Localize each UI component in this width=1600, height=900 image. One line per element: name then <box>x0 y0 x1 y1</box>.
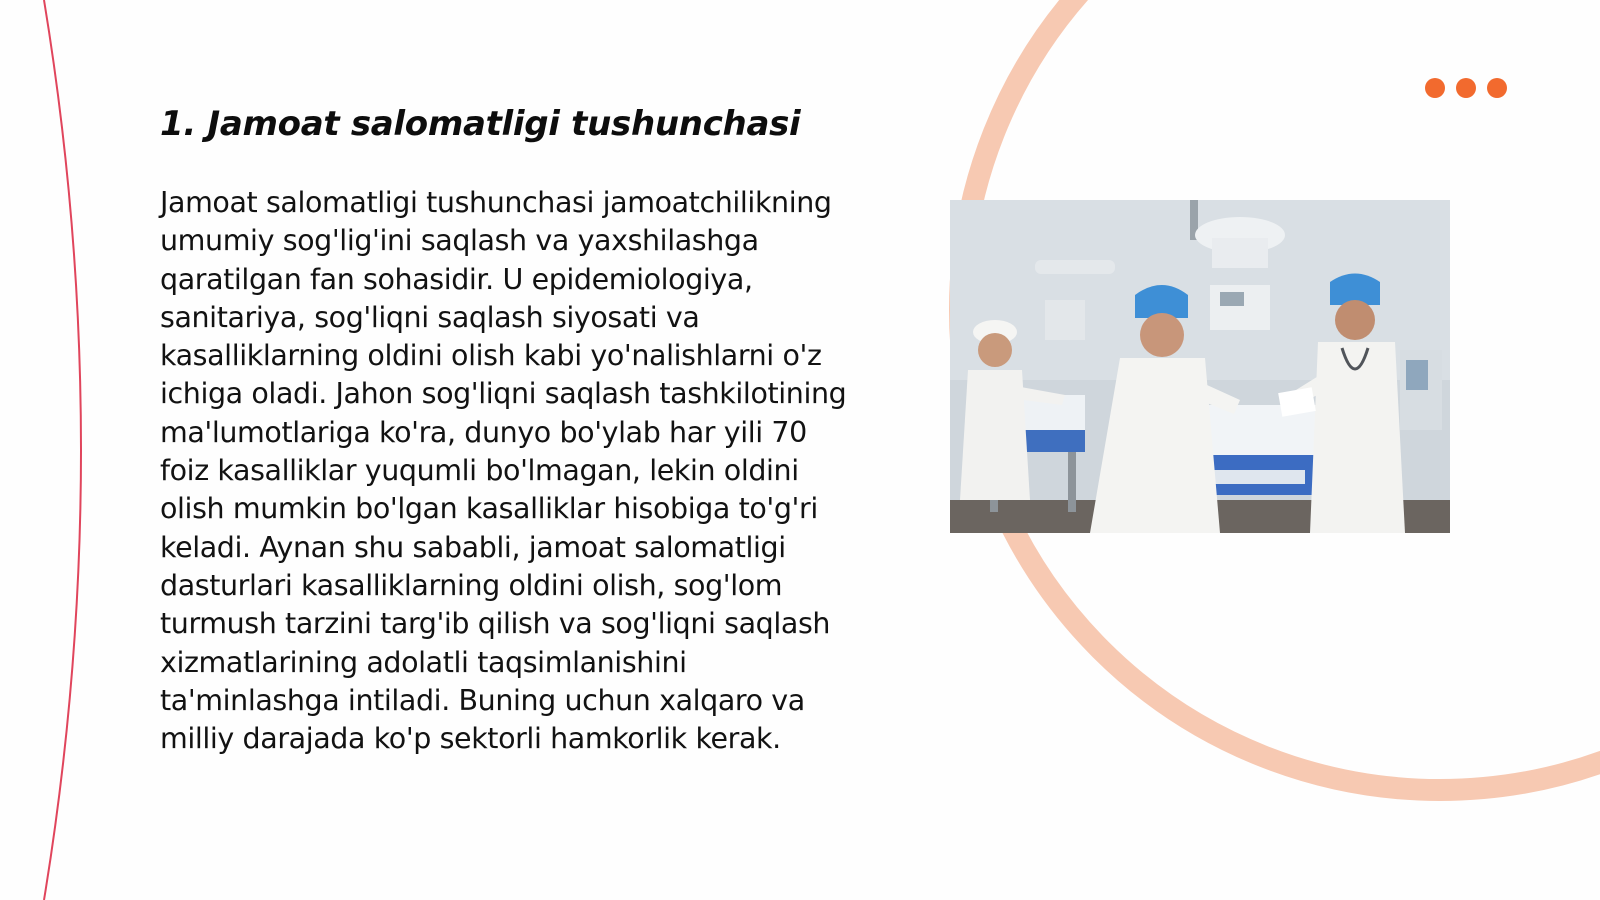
left-accent-line <box>44 0 81 900</box>
more-dots-icon <box>1425 78 1507 98</box>
slide-title: 1. Jamoat salomatligi tushunchasi <box>160 104 801 144</box>
dot-icon <box>1425 78 1445 98</box>
dot-icon <box>1487 78 1507 98</box>
medical-staff-photo <box>950 200 1450 533</box>
dot-icon <box>1456 78 1476 98</box>
slide-body-text: Jamoat salomatligi tushunchasi jamoatchilikning umumiy sog'lig'ini saqlash va yaxshilashga qaratilgan fan sohasidir. U epidemiologiya, sanitariya, sog'liqni saqlash siyosati va kasalliklarning oldini olish kabi yo'nalishlarni o'z ichiga oladi. Jahon sog'liqni saqlash tashkilotining ma'lumotlariga ko'ra, dunyo bo'ylab har yili 70 foiz kasalliklar yuqumli bo'lmagan, lekin oldini olish mumkin bo'lgan kasalliklar hisobiga to'g'ri keladi. Aynan shu sababli, jamoat salomatligi dasturlari kasalliklarning oldini olish, sog'lom turmush tarzini targ'ib qilish va sog'liqni saqlash xizmatlarining adolatli taqsimlanishini ta'minlashga intiladi. Buning uchun xalqaro va milliy darajada ko'p sektorli hamkorlik kerak. <box>160 186 847 756</box>
